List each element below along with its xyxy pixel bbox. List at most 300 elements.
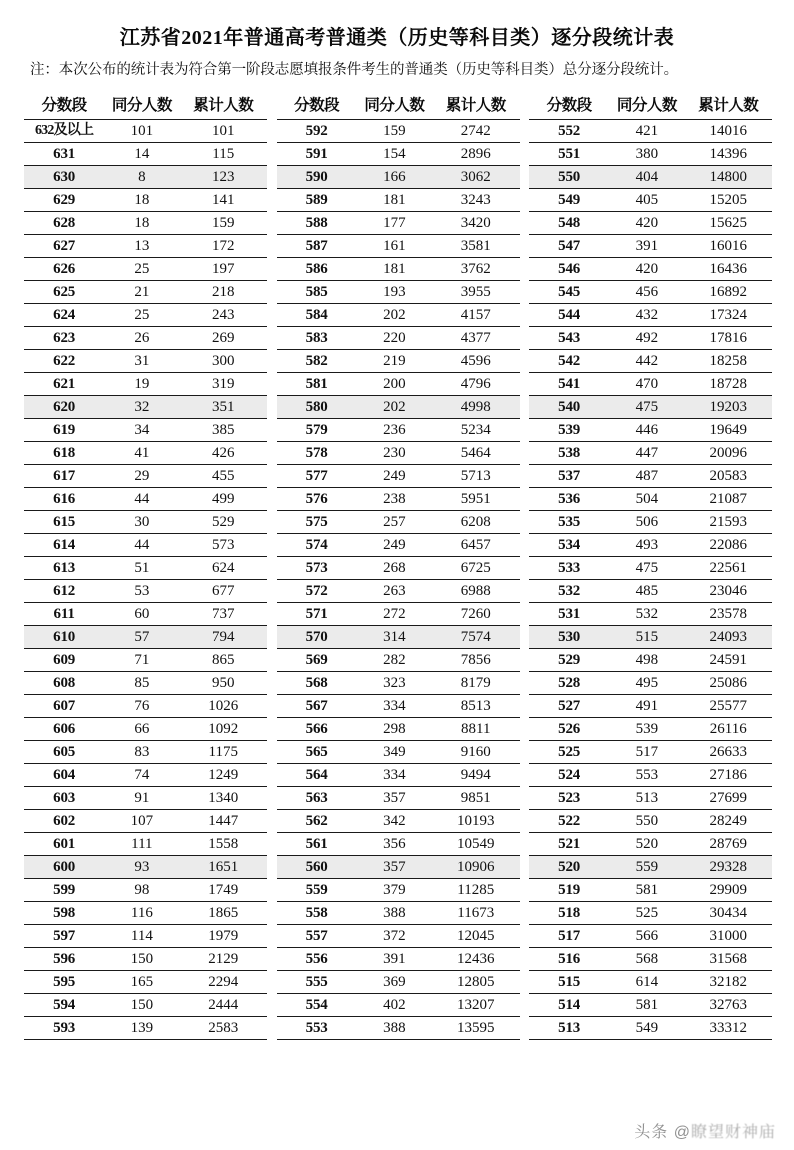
cell-count: 498	[609, 648, 684, 671]
table-row	[277, 510, 520, 533]
cell-count: 238	[357, 487, 432, 510]
cell-score: 517	[529, 924, 609, 947]
cell-score: 523	[529, 786, 609, 809]
table-row	[277, 211, 520, 234]
cell-score: 519	[529, 878, 609, 901]
cell-cumulative: 2896	[432, 142, 519, 165]
table-row	[277, 142, 520, 165]
cell-score: 613	[24, 556, 104, 579]
cell-score: 535	[529, 510, 609, 533]
cell-score: 627	[24, 234, 104, 257]
cell-cumulative: 11673	[432, 901, 519, 924]
cell-count: 506	[609, 510, 684, 533]
cell-score: 603	[24, 786, 104, 809]
table-row	[24, 901, 267, 924]
cell-score: 515	[529, 970, 609, 993]
table-row	[529, 947, 772, 970]
table-row	[24, 970, 267, 993]
cell-score: 605	[24, 740, 104, 763]
cell-score: 623	[24, 326, 104, 349]
cell-score: 551	[529, 142, 609, 165]
cell-score: 522	[529, 809, 609, 832]
cell-cumulative: 12436	[432, 947, 519, 970]
cell-cumulative: 4998	[432, 395, 519, 418]
cell-count: 559	[609, 855, 684, 878]
cell-count: 372	[357, 924, 432, 947]
table-block-3	[529, 92, 772, 1040]
cell-cumulative: 6457	[432, 533, 519, 556]
cell-count: 357	[357, 855, 432, 878]
cell-cumulative: 10193	[432, 809, 519, 832]
header-score: 分数段	[24, 92, 104, 120]
table-row	[24, 763, 267, 786]
cell-score: 570	[277, 625, 357, 648]
cell-score: 611	[24, 602, 104, 625]
cell-cumulative: 13595	[432, 1016, 519, 1039]
cell-cumulative: 9851	[432, 786, 519, 809]
cell-count: 532	[609, 602, 684, 625]
cell-count: 272	[357, 602, 432, 625]
table-row	[529, 901, 772, 924]
cell-score: 601	[24, 832, 104, 855]
cell-cumulative: 17816	[685, 326, 772, 349]
table-row	[277, 786, 520, 809]
cell-score: 591	[277, 142, 357, 165]
cell-cumulative: 6208	[432, 510, 519, 533]
cell-cumulative: 13207	[432, 993, 519, 1016]
table-row	[529, 970, 772, 993]
cell-score: 543	[529, 326, 609, 349]
table-row	[529, 211, 772, 234]
cell-score: 599	[24, 878, 104, 901]
cell-score: 620	[24, 395, 104, 418]
cell-score: 615	[24, 510, 104, 533]
cell-cumulative: 4596	[432, 349, 519, 372]
cell-cumulative: 2742	[432, 119, 519, 142]
table-row	[24, 625, 267, 648]
cell-score: 595	[24, 970, 104, 993]
cell-cumulative: 172	[180, 234, 267, 257]
cell-cumulative: 12045	[432, 924, 519, 947]
cell-count: 357	[357, 786, 432, 809]
cell-count: 32	[104, 395, 179, 418]
table-row	[277, 924, 520, 947]
table-row	[277, 234, 520, 257]
table-row	[529, 441, 772, 464]
table-row	[277, 188, 520, 211]
table-row	[24, 1016, 267, 1039]
cell-count: 268	[357, 556, 432, 579]
cell-count: 181	[357, 188, 432, 211]
table-row	[529, 464, 772, 487]
cell-cumulative: 22561	[685, 556, 772, 579]
cell-count: 504	[609, 487, 684, 510]
cell-cumulative: 141	[180, 188, 267, 211]
cell-count: 154	[357, 142, 432, 165]
cell-count: 379	[357, 878, 432, 901]
cell-count: 298	[357, 717, 432, 740]
table-row	[277, 257, 520, 280]
cell-score: 622	[24, 349, 104, 372]
cell-count: 202	[357, 303, 432, 326]
cell-score: 586	[277, 257, 357, 280]
table-row	[24, 395, 267, 418]
table-row	[24, 211, 267, 234]
cell-count: 150	[104, 993, 179, 1016]
page-note: 注：本次公布的统计表为符合第一阶段志愿填报条件考生的普通类（历史等科目类）总分逐分段统计。	[30, 62, 678, 78]
cell-cumulative: 7856	[432, 648, 519, 671]
cell-score: 592	[277, 119, 357, 142]
cell-cumulative: 8811	[432, 717, 519, 740]
cell-count: 150	[104, 947, 179, 970]
cell-count: 475	[609, 395, 684, 418]
cell-cumulative: 25086	[685, 671, 772, 694]
cell-count: 492	[609, 326, 684, 349]
cell-count: 334	[357, 763, 432, 786]
cell-count: 380	[609, 142, 684, 165]
cell-count: 456	[609, 280, 684, 303]
cell-count: 25	[104, 257, 179, 280]
cell-cumulative: 27699	[685, 786, 772, 809]
cell-cumulative: 5951	[432, 487, 519, 510]
cell-score: 569	[277, 648, 357, 671]
cell-count: 442	[609, 349, 684, 372]
cell-count: 177	[357, 211, 432, 234]
header-count: 同分人数	[609, 92, 684, 120]
table-row	[529, 740, 772, 763]
table-row	[529, 648, 772, 671]
cell-cumulative: 12805	[432, 970, 519, 993]
table-row	[277, 648, 520, 671]
cell-count: 114	[104, 924, 179, 947]
table-row	[277, 625, 520, 648]
cell-cumulative: 300	[180, 349, 267, 372]
cell-score: 573	[277, 556, 357, 579]
cell-count: 539	[609, 717, 684, 740]
cell-score: 583	[277, 326, 357, 349]
cell-count: 402	[357, 993, 432, 1016]
cell-score: 584	[277, 303, 357, 326]
cell-score: 561	[277, 832, 357, 855]
cell-cumulative: 4157	[432, 303, 519, 326]
table-row	[277, 993, 520, 1016]
cell-count: 66	[104, 717, 179, 740]
cell-score: 532	[529, 579, 609, 602]
cell-count: 165	[104, 970, 179, 993]
cell-count: 71	[104, 648, 179, 671]
table-row	[24, 717, 267, 740]
page-title: 江苏省2021年普通高考普通类（历史等科目类）逐分段统计表	[119, 27, 675, 49]
table-row	[529, 579, 772, 602]
cell-cumulative: 18728	[685, 372, 772, 395]
table-row	[277, 694, 520, 717]
cell-count: 515	[609, 625, 684, 648]
table-row	[529, 257, 772, 280]
cell-score: 527	[529, 694, 609, 717]
cell-cumulative: 17324	[685, 303, 772, 326]
table-row	[529, 234, 772, 257]
cell-cumulative: 5234	[432, 418, 519, 441]
cell-count: 34	[104, 418, 179, 441]
cell-count: 31	[104, 349, 179, 372]
table-block-2	[277, 92, 520, 1040]
cell-count: 388	[357, 1016, 432, 1039]
header-score: 分数段	[529, 92, 609, 120]
table-row	[24, 257, 267, 280]
table-row	[529, 602, 772, 625]
table-row	[529, 809, 772, 832]
cell-score: 556	[277, 947, 357, 970]
table-row	[277, 280, 520, 303]
cell-score: 562	[277, 809, 357, 832]
cell-score: 612	[24, 579, 104, 602]
table-row	[277, 763, 520, 786]
cell-cumulative: 8513	[432, 694, 519, 717]
cell-count: 549	[609, 1016, 684, 1039]
table-row	[529, 832, 772, 855]
header-cumulative: 累计人数	[432, 92, 519, 120]
score-distribution-table	[277, 92, 520, 1040]
table-row	[24, 188, 267, 211]
cell-score: 632及以上	[24, 119, 104, 142]
table-row	[529, 1016, 772, 1039]
cell-count: 26	[104, 326, 179, 349]
cell-count: 447	[609, 441, 684, 464]
cell-score: 568	[277, 671, 357, 694]
header-cumulative: 累计人数	[180, 92, 267, 120]
cell-score: 575	[277, 510, 357, 533]
cell-score: 548	[529, 211, 609, 234]
cell-cumulative: 31568	[685, 947, 772, 970]
cell-cumulative: 1249	[180, 763, 267, 786]
cell-score: 524	[529, 763, 609, 786]
table-row	[529, 418, 772, 441]
cell-cumulative: 31000	[685, 924, 772, 947]
cell-score: 609	[24, 648, 104, 671]
table-row	[277, 165, 520, 188]
cell-cumulative: 3420	[432, 211, 519, 234]
cell-cumulative: 218	[180, 280, 267, 303]
cell-count: 420	[609, 211, 684, 234]
cell-cumulative: 865	[180, 648, 267, 671]
cell-cumulative: 26116	[685, 717, 772, 740]
table-row	[24, 349, 267, 372]
table-row	[24, 533, 267, 556]
cell-score: 563	[277, 786, 357, 809]
table-block-1	[24, 92, 267, 1040]
cell-score: 531	[529, 602, 609, 625]
table-row	[24, 280, 267, 303]
cell-cumulative: 4796	[432, 372, 519, 395]
table-row	[529, 510, 772, 533]
cell-score: 610	[24, 625, 104, 648]
table-row	[529, 372, 772, 395]
cell-count: 342	[357, 809, 432, 832]
cell-cumulative: 2444	[180, 993, 267, 1016]
table-row	[277, 602, 520, 625]
table-row	[24, 947, 267, 970]
cell-score: 538	[529, 441, 609, 464]
table-row	[277, 349, 520, 372]
table-row	[277, 326, 520, 349]
cell-score: 629	[24, 188, 104, 211]
cell-score: 525	[529, 740, 609, 763]
cell-count: 581	[609, 878, 684, 901]
table-row	[24, 579, 267, 602]
table-row	[24, 694, 267, 717]
cell-cumulative: 737	[180, 602, 267, 625]
cell-score: 567	[277, 694, 357, 717]
cell-score: 621	[24, 372, 104, 395]
cell-cumulative: 8179	[432, 671, 519, 694]
cell-score: 526	[529, 717, 609, 740]
table-row	[277, 556, 520, 579]
cell-count: 470	[609, 372, 684, 395]
cell-score: 544	[529, 303, 609, 326]
table-row	[24, 441, 267, 464]
cell-count: 525	[609, 901, 684, 924]
cell-score: 577	[277, 464, 357, 487]
cell-score: 589	[277, 188, 357, 211]
cell-score: 606	[24, 717, 104, 740]
cell-cumulative: 19203	[685, 395, 772, 418]
cell-count: 25	[104, 303, 179, 326]
table-row	[24, 809, 267, 832]
cell-count: 349	[357, 740, 432, 763]
table-row	[277, 809, 520, 832]
table-row	[277, 487, 520, 510]
cell-count: 566	[609, 924, 684, 947]
cell-score: 552	[529, 119, 609, 142]
cell-cumulative: 7260	[432, 602, 519, 625]
table-row	[529, 188, 772, 211]
cell-score: 571	[277, 602, 357, 625]
cell-cumulative: 1865	[180, 901, 267, 924]
table-row	[277, 832, 520, 855]
cell-score: 555	[277, 970, 357, 993]
cell-score: 514	[529, 993, 609, 1016]
cell-score: 588	[277, 211, 357, 234]
cell-count: 369	[357, 970, 432, 993]
table-row	[277, 970, 520, 993]
cell-cumulative: 24093	[685, 625, 772, 648]
cell-count: 19	[104, 372, 179, 395]
cell-score: 550	[529, 165, 609, 188]
cell-count: 491	[609, 694, 684, 717]
cell-score: 626	[24, 257, 104, 280]
cell-cumulative: 3581	[432, 234, 519, 257]
cell-score: 630	[24, 165, 104, 188]
table-row	[24, 119, 267, 142]
cell-count: 485	[609, 579, 684, 602]
cell-count: 98	[104, 878, 179, 901]
cell-score: 558	[277, 901, 357, 924]
cell-cumulative: 23046	[685, 579, 772, 602]
cell-score: 597	[24, 924, 104, 947]
cell-score: 565	[277, 740, 357, 763]
cell-cumulative: 14800	[685, 165, 772, 188]
table-row	[277, 119, 520, 142]
cell-score: 564	[277, 763, 357, 786]
cell-score: 598	[24, 901, 104, 924]
table-row	[24, 924, 267, 947]
cell-count: 495	[609, 671, 684, 694]
cell-count: 475	[609, 556, 684, 579]
table-row	[529, 349, 772, 372]
cell-cumulative: 5464	[432, 441, 519, 464]
cell-count: 581	[609, 993, 684, 1016]
cell-count: 432	[609, 303, 684, 326]
cell-count: 550	[609, 809, 684, 832]
cell-cumulative: 1447	[180, 809, 267, 832]
cell-score: 549	[529, 188, 609, 211]
cell-count: 220	[357, 326, 432, 349]
cell-count: 53	[104, 579, 179, 602]
table-row	[529, 395, 772, 418]
cell-cumulative: 4377	[432, 326, 519, 349]
cell-count: 202	[357, 395, 432, 418]
cell-cumulative: 23578	[685, 602, 772, 625]
header-cumulative: 累计人数	[685, 92, 772, 120]
cell-cumulative: 29328	[685, 855, 772, 878]
table-row	[24, 648, 267, 671]
cell-count: 200	[357, 372, 432, 395]
table-row	[529, 303, 772, 326]
cell-cumulative: 14396	[685, 142, 772, 165]
table-row	[277, 303, 520, 326]
cell-cumulative: 385	[180, 418, 267, 441]
cell-count: 391	[357, 947, 432, 970]
header-count: 同分人数	[357, 92, 432, 120]
table-row	[277, 1016, 520, 1039]
cell-cumulative: 15625	[685, 211, 772, 234]
cell-score: 576	[277, 487, 357, 510]
cell-score: 537	[529, 464, 609, 487]
cell-score: 582	[277, 349, 357, 372]
cell-cumulative: 32763	[685, 993, 772, 1016]
table-row	[529, 855, 772, 878]
cell-cumulative: 573	[180, 533, 267, 556]
cell-score: 602	[24, 809, 104, 832]
cell-score: 554	[277, 993, 357, 1016]
cell-cumulative: 101	[180, 119, 267, 142]
cell-score: 539	[529, 418, 609, 441]
cell-cumulative: 32182	[685, 970, 772, 993]
cell-count: 249	[357, 533, 432, 556]
table-row	[529, 326, 772, 349]
table-row	[24, 855, 267, 878]
watermark-handle: 瞭望财神庙	[690, 1124, 776, 1141]
table-row	[24, 510, 267, 533]
cell-score: 553	[277, 1016, 357, 1039]
cell-count: 520	[609, 832, 684, 855]
cell-cumulative: 6988	[432, 579, 519, 602]
cell-score: 516	[529, 947, 609, 970]
table-row	[24, 326, 267, 349]
cell-count: 614	[609, 970, 684, 993]
table-row	[24, 740, 267, 763]
cell-cumulative: 29909	[685, 878, 772, 901]
statistics-page	[0, 26, 794, 1150]
table-row	[529, 786, 772, 809]
table-row	[277, 717, 520, 740]
cell-cumulative: 1558	[180, 832, 267, 855]
cell-cumulative: 21593	[685, 510, 772, 533]
table-row	[24, 832, 267, 855]
cell-cumulative: 18258	[685, 349, 772, 372]
cell-cumulative: 115	[180, 142, 267, 165]
cell-cumulative: 1749	[180, 878, 267, 901]
